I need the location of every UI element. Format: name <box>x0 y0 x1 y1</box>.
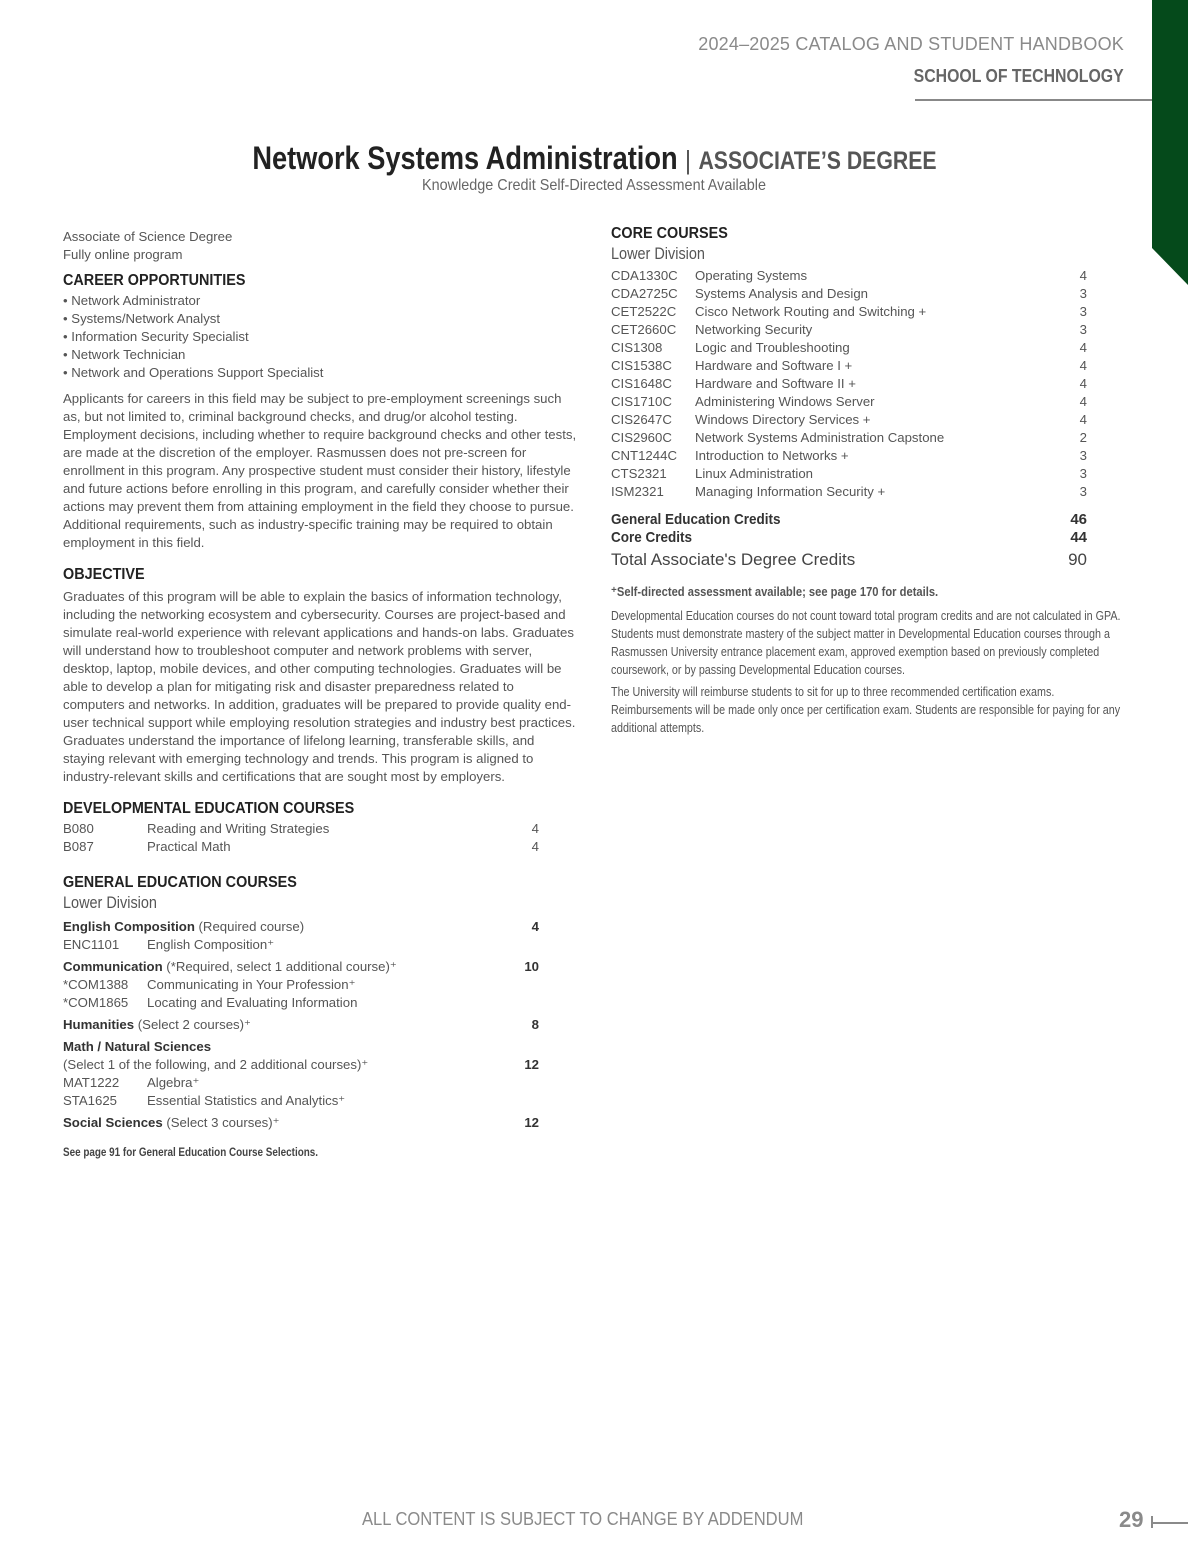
table-row: CET2522C Cisco Network Routing and Switching + 3 <box>611 304 1087 319</box>
school-name: SCHOOL OF TECHNOLOGY <box>913 66 1124 86</box>
page-rule <box>1152 1522 1188 1524</box>
table-row: ISM2321 Managing Information Security + 3 <box>611 484 1087 499</box>
gen-ed-heading: GENERAL EDUCATION COURSES <box>63 874 297 891</box>
table-row: CDA2725C Systems Analysis and Design 3 <box>611 286 1087 301</box>
table-row: CDA1330C Operating Systems 4 <box>611 268 1087 283</box>
list-item: • Network and Operations Support Specialist <box>63 365 324 380</box>
table-row: CIS2647C Windows Directory Services + 4 <box>611 412 1087 427</box>
right-column <box>611 225 1126 737</box>
total-credits-row: Total Associate's Degree Credits 90 <box>611 550 1087 569</box>
category-communication: Communication (*Required, select 1 additional course)⁺ 10 <box>63 959 539 974</box>
header-divider <box>915 99 1152 101</box>
core-credits-row: Core Credits 44 <box>611 529 1087 546</box>
table-row: STA1625 Essential Statistics and Analytics⁺ <box>63 1093 346 1108</box>
credit-totals <box>611 511 1087 569</box>
gen-ed-page-reference: See page 91 for General Education Course Selections. <box>63 1147 319 1159</box>
list-item: • Network Technician <box>63 347 186 362</box>
left-column <box>63 228 578 1162</box>
objective-text: Graduates of this program will be able to explain the basics of information technology, including the networking ecosystem and cybersecurity. Courses are project-based and simulate real-world experience with relevant applications and hands-on labs. Graduates will understand how to troubleshoot computer and network problems with server, desktop, laptop, mobile devices, and other computing technologies. Graduates will be able to develop a plan for mitigating risk and disaster preparedness related to computers and networks. In addition, graduates will be prepared to provide quality end-user technical support while employing resolution strategies and industry best practices. Graduates understand the importance of lifelong learning, transferable skills, and staying relevant with emerging technology and trends. This program is aligned to industry-relevant skills and certifications that are sought most by employers. <box>63 589 576 784</box>
objective-heading: OBJECTIVE <box>63 566 145 583</box>
table-row: B087 Practical Math 4 <box>63 839 539 854</box>
category-english: English Composition (Required course) 4 <box>63 919 539 934</box>
program-format: Fully online program <box>63 247 183 262</box>
self-directed-note: ⁺Self-directed assessment available; see page 170 for details. <box>611 584 939 599</box>
employment-disclaimer: Applicants for careers in this field may be subject to pre-employment screenings such as, but not limited to, criminal background checks, and drug/or alcohol testing. Employment decisions, including whether to require background checks and other tests, are made at the discretion of the employer. Rasmussen does not pre-screen for enrollment in this program. Any prospective student must consider their history, lifestyle and future actions before enrolling in this program, and carefully consider whether their actions may prevent them from attaining employment in the field they choose to pursue. Additional requirements, such as industry-specific training may be required to obtain employment in this field. <box>63 391 577 550</box>
title-separator: | <box>684 145 691 175</box>
table-row: MAT1222 Algebra⁺ <box>63 1075 200 1090</box>
table-row: CIS1538C Hardware and Software I + 4 <box>611 358 1087 373</box>
gen-ed-credits-row: General Education Credits 46 <box>611 511 1087 528</box>
table-row: CTS2321 Linux Administration 3 <box>611 466 1087 481</box>
core-heading: CORE COURSES <box>611 225 728 242</box>
program-name: Network Systems Administration <box>251 140 678 176</box>
list-item: • Systems/Network Analyst <box>63 311 221 326</box>
table-row: CET2660C Networking Security 3 <box>611 322 1087 337</box>
core-division: Lower Division <box>611 244 705 263</box>
career-list <box>63 292 578 382</box>
dev-ed-heading: DEVELOPMENTAL EDUCATION COURSES <box>63 800 355 817</box>
category-math: Math / Natural Sciences (Select 1 of the following, and 2 additional courses)⁺ 12 <box>63 1039 539 1072</box>
table-row: B080 Reading and Writing Strategies 4 <box>63 821 539 836</box>
table-row: CNT1244C Introduction to Networks + 3 <box>611 448 1087 463</box>
category-social-sciences: Social Sciences (Select 3 courses)⁺ 12 <box>63 1115 539 1130</box>
table-row: CIS1308 Logic and Troubleshooting 4 <box>611 340 1087 355</box>
core-courses-table <box>611 267 1087 569</box>
table-row: CIS1648C Hardware and Software II + 4 <box>611 376 1087 391</box>
list-item: • Network Administrator <box>63 293 201 308</box>
page-number: 29 <box>1119 1507 1144 1532</box>
page-subtitle: Knowledge Credit Self-Directed Assessment Available <box>422 177 766 194</box>
addendum-notice: ALL CONTENT IS SUBJECT TO CHANGE BY ADDENDUM <box>362 1509 804 1529</box>
page-title <box>0 140 1188 195</box>
table-row: CIS2960C Network Systems Administration Capstone 2 <box>611 430 1087 445</box>
gen-ed-table <box>63 918 539 1132</box>
table-row: CIS1710C Administering Windows Server 4 <box>611 394 1087 409</box>
reimbursement-note: The University will reimburse students to sit for up to three recommended certification exams. Reimbursements will be made only once per certification exam. Students are responsible for paying for any additional attempts. <box>611 685 1121 735</box>
table-row: ENC1101 English Composition⁺ <box>63 937 275 952</box>
list-item: • Information Security Specialist <box>63 329 249 344</box>
table-row: *COM1388 Communicating in Your Profession⁺ <box>63 977 356 992</box>
dev-ed-note: Developmental Education courses do not count toward total program credits and are not calculated in GPA. Students must demonstrate mastery of the subject matter in Developmental Education courses through a Rasmussen University entrance placement exam, approved exemption based on previously completed coursework, or by passing Developmental Education courses. <box>611 609 1121 677</box>
degree-label: ASSOCIATE’S DEGREE <box>697 147 937 175</box>
table-row: *COM1865 Locating and Evaluating Information <box>63 995 358 1010</box>
gen-ed-division: Lower Division <box>63 893 157 912</box>
category-humanities: Humanities (Select 2 courses)⁺ 8 <box>63 1017 539 1032</box>
catalog-title: 2024–2025 CATALOG AND STUDENT HANDBOOK <box>698 34 1124 54</box>
dev-ed-table <box>63 820 539 856</box>
career-heading: CAREER OPPORTUNITIES <box>63 272 246 289</box>
degree-type: Associate of Science Degree <box>63 229 233 244</box>
